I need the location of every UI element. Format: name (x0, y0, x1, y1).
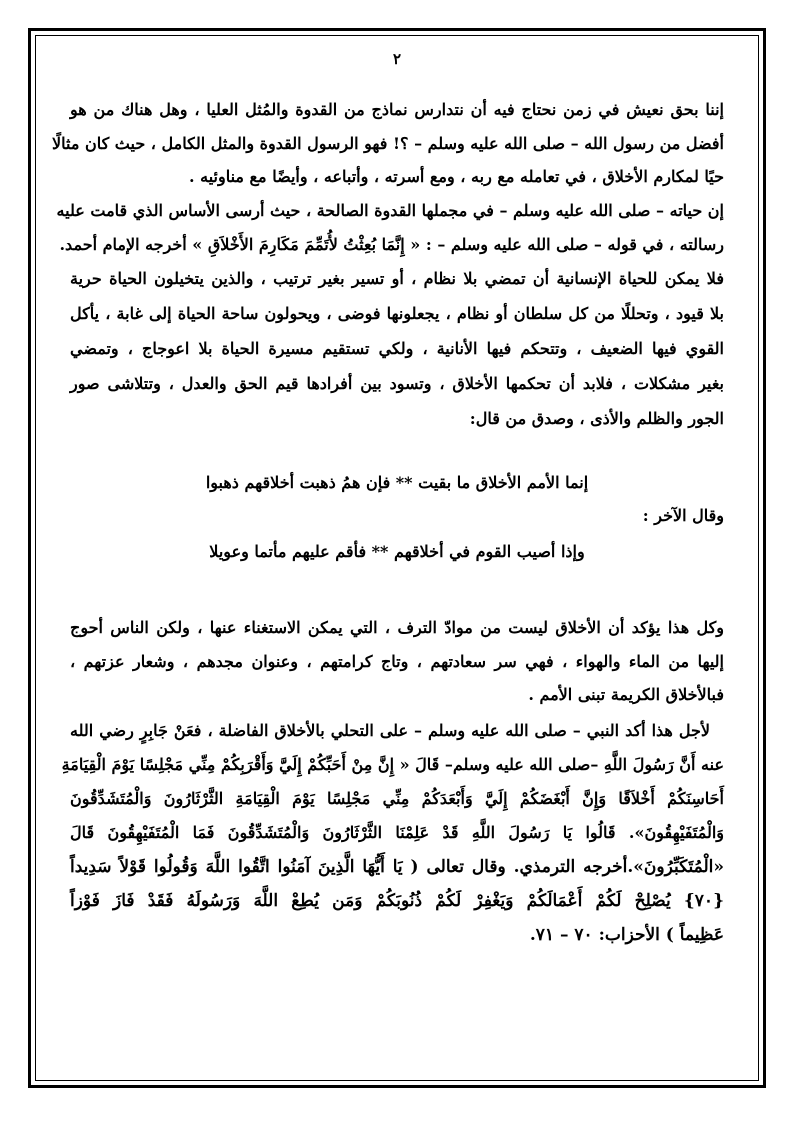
paragraph-5-line-1: لأجل هذا أكد النبي – صلى الله عليه وسلم – على التحلي بالأخلاق الفاضلة ، فعَنْ جَابِرٍ رضي الله (70, 721, 710, 740)
paragraph-3-line-5: الجور والظلم والأذى ، وصدق من قال: (469, 409, 724, 428)
paragraph-2-line-2: رسالته ، في قوله – صلى الله عليه وسلم – : « إِنَّمَا بُعِثْتُ لأُتَمِّمَ مَكَارِمَ الأَخْلاَقِ » أخرجه الإمام أحمد. (59, 235, 724, 254)
paragraph-4-line-3: فبالأخلاق الكريمة تبنى الأمم . (528, 685, 724, 704)
paragraph-1-line-3: حيًا لمكارم الأخلاق ، في تعامله مع ربه ، ومع أسرته ، وأتباعه ، وأيضًا مع مناوئيه . (188, 167, 724, 186)
paragraph-4-line-1: وكل هذا يؤكد أن الأخلاق ليست من موادّ الترف ، التي يمكن الاستغناء عنها ، ولكن الناس أحوج (70, 618, 725, 637)
paragraph-3-line-1: فلا يمكن للحياة الإنسانية أن تمضي بلا نظام ، أو تسير بغير ترتيب ، والذين يتخيلون الحياة حرية (70, 269, 724, 288)
page-number: ٢ (392, 50, 402, 68)
other-poet-label: وقال الآخر : (642, 506, 724, 525)
paragraph-3-line-2: بلا قيود ، وتحللًا من كل سلطان أو نظام ، يجعلونها فوضى ، ويحولون ساحة الحياة إلى غابة ، يأكل (70, 304, 725, 323)
paragraph-5-line-5: «الْمُتَكَبِّرُونَ».أخرجه الترمذي. وقال تعالى ( يَا أَيُّهَا الَّذِينَ آمَنُوا اتَّقُوا اللَّهَ وَقُولُوا قَوْلاً سَدِيداً (70, 857, 724, 877)
paragraph-1-line-2: أفضل من رسول الله – صلى الله عليه وسلم – ؟! فهو الرسول القدوة والمثل الكامل ، حيث كان مثالًا (52, 134, 724, 153)
paragraph-5-line-7: عَظِيماً ) الأحزاب: ٧٠ – ٧١. (529, 925, 724, 945)
paragraph-3-line-3: القوي فيها الضعيف ، وتتحكم فيها الأنانية ، ولكي تستقيم مسيرة الحياة بلا اعوجاج ، وتمضي (70, 339, 725, 358)
paragraph-5-line-6: {٧٠} يُصْلِحْ لَكُمْ أَعْمَالَكُمْ وَيَغْفِرْ لَكُمْ ذُنُوبَكُمْ وَمَن يُطِعْ اللَّهَ وَرَسُولَهُ فَقَدْ فَازَ فَوْزاً (70, 891, 724, 911)
poetry-verse-2: وإذا أصيب القوم في أخلاقهم ** فأقم عليهم مأتما وعويلا (209, 542, 585, 561)
paragraph-5-line-4: وَالْمُتَفَيْهِقُونَ». قَالُوا يَا رَسُولَ اللَّهِ قَدْ عَلِمْنَا الثَّرْثَارُونَ وَالْمُتَشَدِّقُونَ فَمَا الْمُتَفَيْهِقُونَ قَالَ (70, 823, 724, 842)
paragraph-5-line-2: عنه أَنَّ رَسُولَ اللَّهِ –صلى الله عليه وسلم– قَالَ « إِنَّ مِنْ أَحَبِّكُمْ إِلَيَّ وَأَقْرَبِكُمْ مِنِّي مَجْلِسًا يَوْمَ الْقِيَامَةِ (61, 755, 724, 774)
paragraph-4-line-2: إليها من الماء والهواء ، فهي سر سعادتهم ، وتاج كرامتهم ، وعنوان مجدهم ، وشعار عزتهم ، (70, 652, 724, 671)
paragraph-5-line-3: أَحَاسِنَكُمْ أَخْلاَقًا وَإِنَّ أَبْغَضَكُمْ إِلَيَّ وَأَبْعَدَكُمْ مِنِّي مَجْلِسًا يَوْمَ الْقِيَامَةِ الثَّرْثَارُونَ وَالْمُتَشَدِّقُونَ (70, 789, 724, 808)
paragraph-1-line-1: إننا بحق نعيش في زمن نحتاج فيه أن نتدارس نماذج من القدوة والمُثل العليا ، وهل هناك من هو (70, 100, 724, 119)
poetry-verse-1: إنما الأمم الأخلاق ما بقيت ** فإن همُ ذهبت أخلاقهم ذهبوا (205, 473, 589, 492)
paragraph-3-line-4: بغير مشكلات ، فلابد أن تحكمها الأخلاق ، وتسود بين أفرادها قيم الحق والعدل ، وتتلاشى صور (70, 374, 724, 393)
paragraph-2-line-1: إن حياته – صلى الله عليه وسلم – في مجملها القدوة الصالحة ، حيث أرسى الأساس الذي قامت عليه (56, 201, 724, 220)
